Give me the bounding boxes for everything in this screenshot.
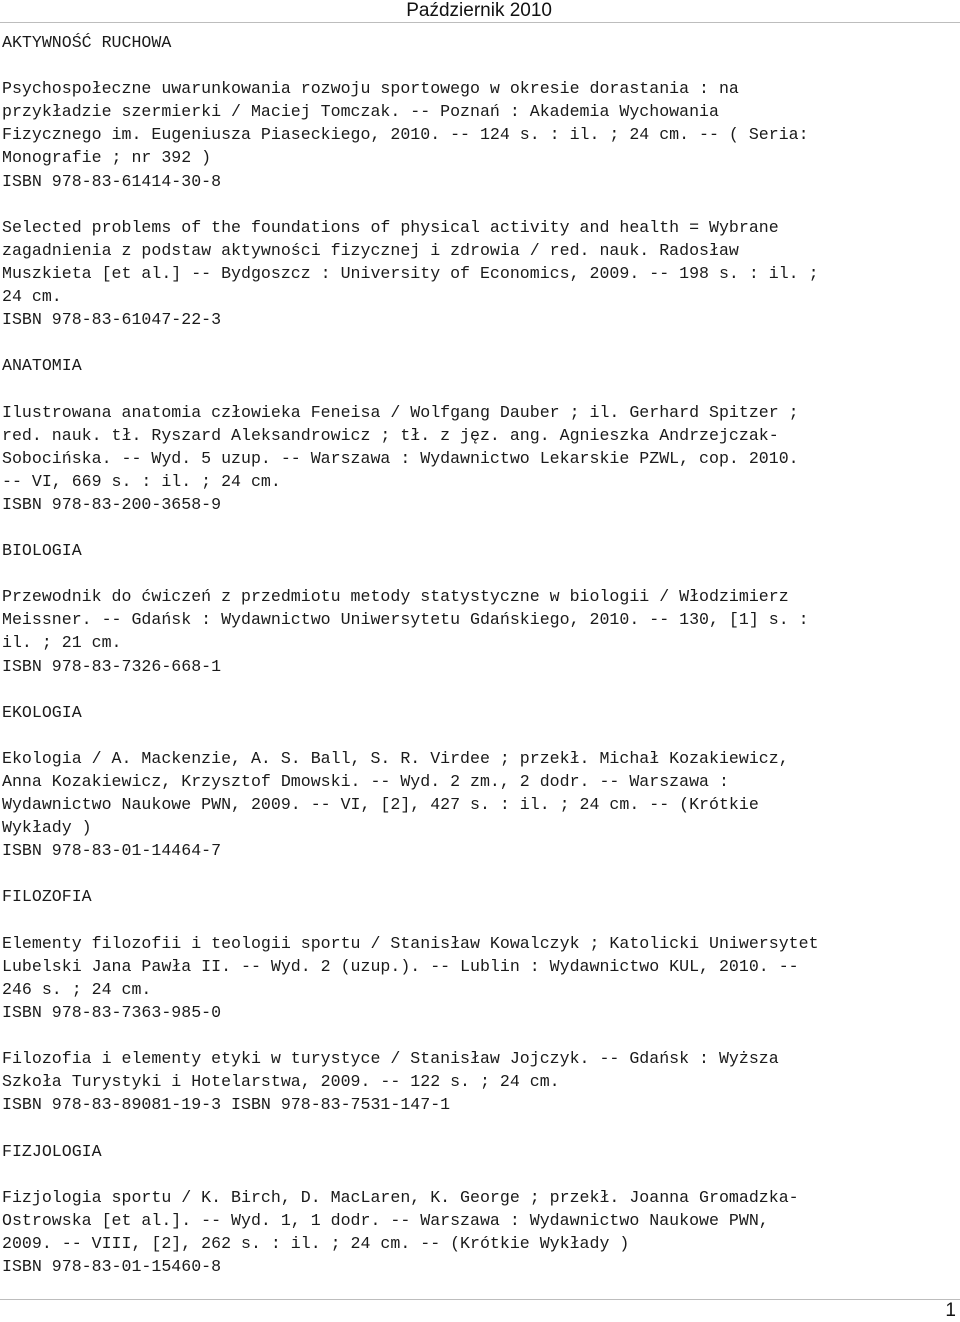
bibliography-list (2, 31, 954, 1301)
entry-isbn: ISBN 978-83-7363-985-0 (2, 1002, 222, 1022)
page-header (0, 0, 960, 22)
entry-line: 2009. -- VIII, [2], 262 s. : il. ; 24 cm. -- (Krótkie Wykłady ) (2, 1233, 630, 1253)
subject-heading: FIZJOLOGIA (2, 1141, 102, 1161)
entry-line: -- VI, 669 s. : il. ; 24 cm. (2, 471, 281, 491)
entry-line: Sobocińska. -- Wyd. 5 uzup. -- Warszawa : Wydawnictwo Lekarskie PZWL, cop. 2010. (2, 448, 799, 468)
bibliographic-entry (2, 216, 954, 331)
subject-heading: FILOZOFIA (2, 887, 92, 907)
entry-isbn: ISBN 978-83-89081-19-3 ISBN 978-83-7531-147-1 (2, 1095, 451, 1115)
bibliographic-entry (2, 1186, 954, 1278)
entry-line: Anna Kozakiewicz, Krzysztof Dmowski. -- Wyd. 2 zm., 2 dodr. -- Warszawa : (2, 772, 729, 791)
subject-heading: EKOLOGIA (2, 702, 82, 722)
entry-isbn: ISBN 978-83-01-14464-7 (2, 841, 222, 861)
entry-line: 246 s. ; 24 cm. (2, 979, 152, 999)
entry-line: Fizycznego im. Eugeniusza Piaseckiego, 2010. -- 124 s. : il. ; 24 cm. -- ( Seria: (2, 125, 809, 145)
subject-heading: AKTYWNOŚĆ RUCHOWA (2, 33, 172, 52)
entry-isbn: ISBN 978-83-61414-30-8 (2, 171, 222, 191)
subject-section (2, 354, 954, 516)
bibliographic-entry (2, 1047, 954, 1116)
entry-line: Meissner. -- Gdańsk : Wydawnictwo Uniwersytetu Gdańskiego, 2010. -- 130, [1] s. : (2, 610, 809, 630)
subject-heading: BIOLOGIA (2, 541, 82, 561)
entry-line: Ilustrowana anatomia człowieka Feneisa / Wolfgang Dauber ; il. Gerhard Spitzer ; (2, 402, 799, 422)
subject-section (2, 1140, 954, 1279)
entry-line: Monografie ; nr 392 ) (2, 148, 212, 168)
entry-isbn: ISBN 978-83-01-15460-8 (2, 1256, 222, 1276)
entry-line: Szkoła Turystyki i Hotelarstwa, 2009. -- 122 s. ; 24 cm. (2, 1072, 560, 1092)
entry-line: Filozofia i elementy etyki w turystyce / Stanisław Jojczyk. -- Gdańsk : Wyższa (2, 1049, 779, 1069)
entry-line: Selected problems of the foundations of physical activity and health = Wybrane (2, 217, 779, 237)
entry-isbn: ISBN 978-83-7326-668-1 (2, 656, 222, 676)
footer-divider (0, 1299, 960, 1300)
entry-isbn: ISBN 978-83-200-3658-9 (2, 494, 222, 514)
entry-line: Przewodnik do ćwiczeń z przedmiotu metody statystyczne w biologii / Włodzimierz (2, 587, 789, 607)
bibliographic-entry (2, 932, 954, 1024)
entry-line: red. nauk. tł. Ryszard Aleksandrowicz ; tł. z jęz. ang. Agnieszka Andrzejczak- (2, 425, 779, 445)
entry-line: Ostrowska [et al.]. -- Wyd. 1, 1 dodr. -- Warszawa : Wydawnictwo Naukowe PWN, (2, 1210, 769, 1230)
entry-line: 24 cm. (2, 287, 62, 307)
subject-section (2, 701, 954, 863)
page-number: 1 (945, 1300, 956, 1321)
subject-section (2, 539, 954, 678)
entry-line: Muszkieta [et al.] -- Bydgoszcz : University of Economics, 2009. -- 198 s. : il. ; (2, 263, 819, 283)
subject-heading: ANATOMIA (2, 356, 82, 376)
header-date: Październik 2010 (406, 0, 552, 21)
entry-line: zagadnienia z podstaw aktywności fizycznej i zdrowia / red. nauk. Radosław (2, 240, 739, 260)
bibliographic-entry (2, 401, 954, 516)
entry-isbn: ISBN 978-83-61047-22-3 (2, 310, 222, 330)
entry-line: przykładzie szermierki / Maciej Tomczak. -- Poznań : Akademia Wychowania (2, 102, 719, 122)
entry-line: Fizjologia sportu / K. Birch, D. MacLaren, K. George ; przekł. Joanna Gromadzka- (2, 1187, 799, 1207)
bibliographic-entry (2, 585, 954, 677)
entry-line: Wydawnictwo Naukowe PWN, 2009. -- VI, [2], 427 s. : il. ; 24 cm. -- (Krótkie (2, 795, 759, 815)
entry-line: Elementy filozofii i teologii sportu / Stanisław Kowalczyk ; Katolicki Uniwersytet (2, 933, 819, 953)
bibliographic-entry (2, 77, 954, 192)
entry-line: Lubelski Jana Pawła II. -- Wyd. 2 (uzup.). -- Lublin : Wydawnictwo KUL, 2010. -- (2, 956, 799, 976)
entry-line: Wykłady ) (2, 818, 92, 838)
header-divider (0, 22, 960, 23)
subject-section (2, 31, 954, 331)
subject-section (2, 885, 954, 1116)
entry-line: il. ; 21 cm. (2, 633, 122, 653)
entry-line: Ekologia / A. Mackenzie, A. S. Ball, S. R. Virdee ; przekł. Michał Kozakiewicz, (2, 748, 789, 768)
bibliographic-entry (2, 747, 954, 862)
entry-line: Psychospołeczne uwarunkowania rozwoju sportowego w okresie dorastania : na (2, 79, 739, 99)
